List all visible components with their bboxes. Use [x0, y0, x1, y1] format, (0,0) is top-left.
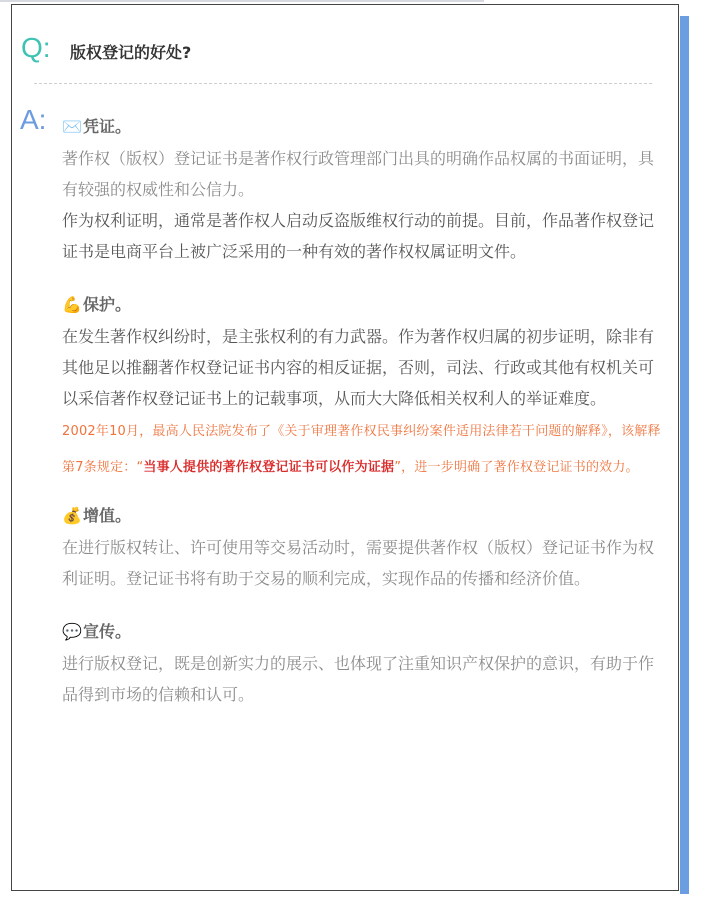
section-paragraph: 在发生著作权纠纷时，是主张权利的有力武器。作为著作权归属的初步证明，除非有其他足以推翻著作权登记证书内容的相反证据，否则，司法、行政或其他有权机关可以采信著作权登记证书上的记载事项，从而大大降低相关权利人的举证难度。: [62, 327, 655, 408]
section-heading-certificate: [62, 111, 666, 143]
section-paragraph: 著作权（版权）登记证书是著作权行政管理部门出具的明确作品权属的书面证明，具有较强的权威性和公信力。: [62, 149, 655, 199]
card-accent-bar: [680, 16, 689, 894]
section-title: 保护。: [83, 295, 132, 314]
speech-bubble-icon: 💬: [62, 622, 82, 641]
section-heading-value: [62, 500, 666, 532]
section-paragraph: 进行版权登记，既是创新实力的展示、也体现了注重知识产权保护的意识，有助于作品得到市场的信赖和认可。: [62, 654, 655, 704]
section-title: 增值。: [83, 506, 132, 525]
dashed-divider: [34, 83, 652, 84]
flexed-biceps-icon: 💪: [62, 295, 82, 314]
money-bag-icon: 💰: [62, 506, 82, 525]
section-title: 凭证。: [83, 117, 132, 136]
legal-note-text: ”，进一步明确了著作权登记证书的效力。: [394, 460, 639, 475]
question-marker: Q:: [21, 32, 51, 63]
answer-content: [62, 111, 666, 710]
legal-note-text: 2002年10月，最高人民法院发布了《关于审理著作权民事纠纷案件适用法律若干问题的解释》，该解释第7条规定：“: [62, 424, 661, 475]
section-paragraph: 在进行版权转让、许可使用等交易活动时，需要提供著作权（版权）登记证书作为权利证明。登记证书将有助于交易的顺利完成，实现作品的传播和经济价值。: [62, 538, 655, 588]
section-heading-protection: [62, 289, 666, 321]
section-paragraph: 作为权利证明，通常是著作权人启动反盗版维权行动的前提。目前，作品著作权登记证书是电商平台上被广泛采用的一种有效的著作权权属证明文件。: [62, 211, 655, 261]
top-divider: [0, 0, 484, 2]
faq-card: [11, 4, 679, 891]
legal-note: [62, 414, 666, 486]
question-text: 版权登记的好处?: [70, 43, 192, 62]
section-title: 宣传。: [83, 622, 132, 641]
section-heading-promotion: [62, 616, 666, 648]
envelope-icon: ✉️: [62, 117, 82, 136]
legal-note-highlight: 当事人提供的著作权登记证书可以作为证据: [143, 460, 395, 475]
answer-marker: A:: [20, 104, 47, 135]
